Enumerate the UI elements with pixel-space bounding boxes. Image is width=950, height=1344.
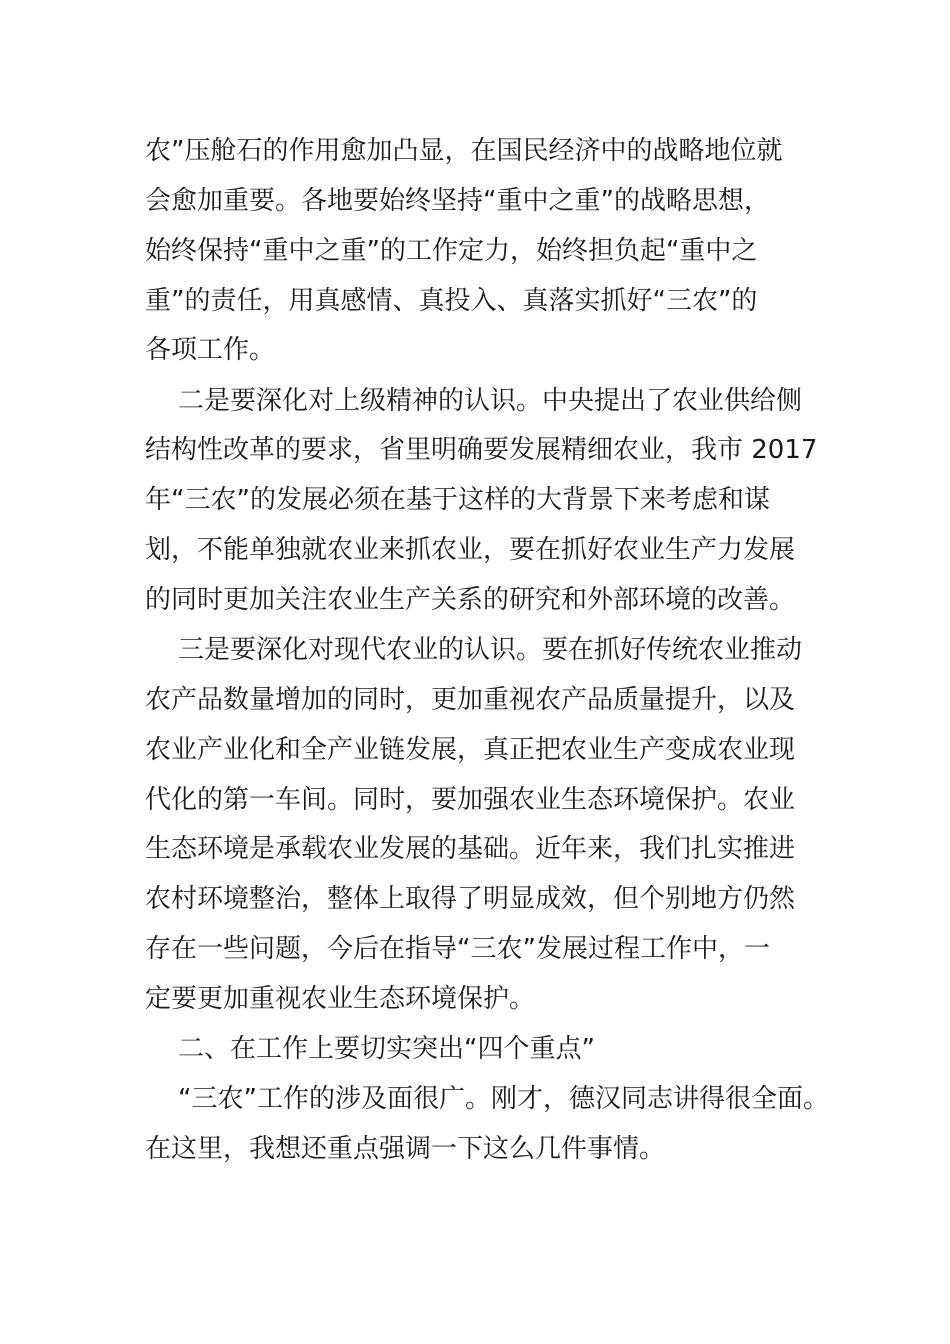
text-line-10: 的同时更加关注农业生产关系的研究和外部环境的改善。	[145, 585, 796, 615]
text-line-8: 年“三农”的发展必须在基于这样的大背景下来考虑和谋	[145, 485, 770, 515]
text-line-14: 代化的第一车间。同时，要加强农业生态环境保护。农业	[145, 785, 796, 815]
text-line-4: 重”的责任，用真感情、真投入、真落实抓好“三农”的	[145, 286, 758, 316]
text-line-17: 存在一些问题，今后在指导“三农”发展过程工作中，一	[145, 934, 770, 964]
text-line-5: 各项工作。	[145, 335, 276, 365]
text-line-12: 农产品数量增加的同时，更加重视农产品质量提升，以及	[145, 685, 796, 715]
paragraph-2-start: 二是要深化对上级精神的认识。中央提出了农业供给侧	[178, 386, 803, 416]
text-line-13: 农业产业化和全产业链发展，真正把农业生产变成农业现	[145, 735, 796, 765]
section-heading: 二、在工作上要切实突出“四个重点”	[178, 1034, 595, 1064]
text-line-1: 农”压舱石的作用愈加凸显，在国民经济中的战略地位就	[145, 136, 783, 166]
text-line-9: 划，不能单独就农业来抓农业，要在抓好农业生产力发展	[145, 535, 796, 565]
text-line-15: 生态环境是承载农业发展的基础。近年来，我们扎实推进	[145, 834, 796, 864]
text-line-3: 始终保持“重中之重”的工作定力，始终担负起“重中之	[145, 236, 758, 266]
text-line-7: 结构性改革的要求，省里明确要发展精细农业，我市 2017	[145, 435, 818, 465]
text-line-18: 定要更加重视农业生态环境保护。	[145, 984, 536, 1014]
text-line-2: 会愈加重要。各地要始终坚持“重中之重”的战略思想，	[145, 186, 770, 216]
paragraph-3-start: 三是要深化对现代农业的认识。要在抓好传统农业推动	[178, 635, 803, 665]
text-line-21: 在这里，我想还重点强调一下这么几件事情。	[145, 1134, 666, 1164]
paragraph-4-start: “三农”工作的涉及面很广。刚才，德汉同志讲得很全面。	[178, 1084, 829, 1114]
text-line-16: 农村环境整治，整体上取得了明显成效，但个别地方仍然	[145, 884, 796, 914]
